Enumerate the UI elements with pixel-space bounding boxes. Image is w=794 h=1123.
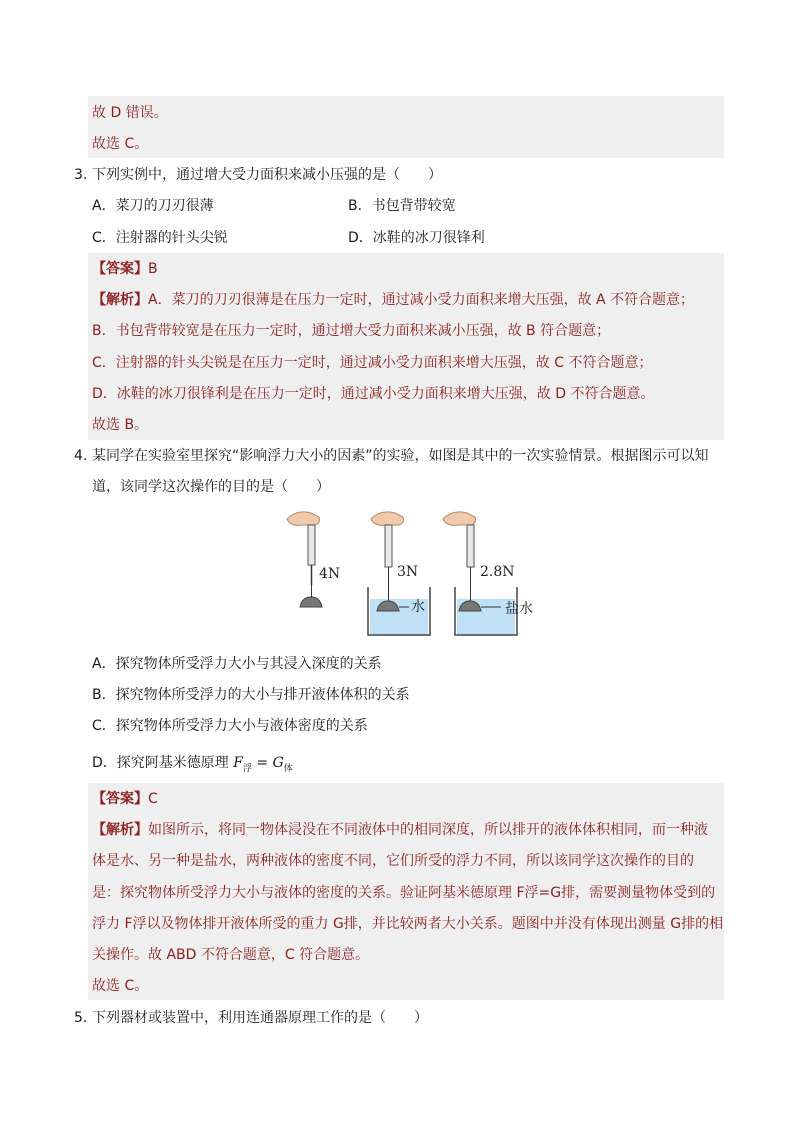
spring-scale-3	[467, 525, 474, 567]
formula-g: G	[272, 755, 284, 771]
hand-3	[443, 512, 476, 526]
q4-analysis-5: 关操作。故 ABD 不符合题意，C 符合题意。	[92, 947, 370, 963]
q3-conclusion: 故选 B。	[92, 417, 149, 433]
formula-f-sub: 浮	[242, 763, 252, 774]
hand-2	[371, 512, 404, 526]
q3-option-d: D．冰鞋的冰刀很锋利	[348, 230, 485, 246]
q3-analysis-1	[92, 291, 694, 309]
q4-option-b: B．探究物体所受浮力的大小与排开液体体积的关系	[92, 687, 410, 703]
question-4-number: 4.	[74, 448, 88, 464]
q3-analysis-3: C．注射器的针头尖锐是在压力一定时，通过减小受力面积来增大压强，故 C 不符合题意；	[92, 355, 653, 371]
formula-eq: =	[256, 755, 269, 771]
question-5-stem: 下列器材或装置中，利用连通器原理工作的是（ ）	[92, 1010, 428, 1026]
q3-analysis-2: B．书包背带较宽是在压力一定时，通过增大受力面积来减小压强，故 B 符合题意；	[92, 323, 611, 339]
q3-answer	[92, 260, 158, 278]
q3-answer-block	[88, 253, 724, 440]
question-5-number: 5.	[74, 1010, 88, 1026]
q2-conclusion: 故选 C。	[92, 136, 149, 152]
experiment-figure	[275, 505, 545, 640]
question-3-stem: 下列实例中，通过增大受力面积来减小压强的是（ ）	[92, 167, 442, 183]
q4-conclusion: 故选 C。	[92, 978, 149, 994]
reading-3: 2.8N	[480, 564, 515, 580]
setup-water	[368, 512, 430, 635]
reading-2: 3N	[397, 564, 419, 580]
question-3-number: 3.	[74, 167, 88, 183]
q4-option-d-text: D．探究阿基米德原理	[92, 755, 229, 771]
label-water: 水	[411, 599, 425, 615]
q4-analysis-1	[92, 821, 708, 839]
q4-answer-value: C	[148, 791, 158, 807]
spring-scale-1	[308, 525, 315, 565]
reading-1: 4N	[319, 566, 341, 582]
question-4-stem-1: 某同学在实验室里探究“影响浮力大小的因素”的实验，如图是其中的一次实验情景。根据图示可以知	[92, 448, 709, 464]
setup-air	[287, 512, 340, 607]
q4-answer-label: 【答案】	[92, 791, 148, 807]
q3-answer-value: B	[148, 261, 158, 277]
formula-f: F	[233, 755, 243, 771]
object-1	[300, 597, 322, 607]
q4-answer	[92, 790, 158, 808]
formula-g-sub: 体	[283, 763, 293, 774]
q3-analysis-text-1: A．菜刀的刀刃很薄是在压力一定时，通过减小受力面积来增大压强，故 A 不符合题意；	[148, 292, 695, 308]
q3-analysis-label: 【解析】	[92, 292, 148, 308]
q4-analysis-4: 浮力 F浮以及物体排开液体所受的重力 G排，并比较两者大小关系。题图中并没有体现出测量 G排的相	[92, 916, 724, 932]
q3-answer-label: 【答案】	[92, 261, 148, 277]
q2-analysis-line: 故 D 错误。	[92, 105, 168, 121]
label-saltwater: 盐水	[505, 601, 533, 617]
q4-analysis-text-1: 如图所示，将同一物体浸没在不同液体中的相同深度，所以排开的液体体积相同，而一种液	[148, 822, 708, 838]
hand-1	[287, 512, 320, 526]
q4-option-d	[92, 754, 293, 778]
q4-analysis-2: 体是水、另一种是盐水，两种液体的密度不同，它们所受的浮力不同，所以该同学这次操作的目的	[92, 853, 694, 869]
q4-option-c: C．探究物体所受浮力大小与液体密度的关系	[92, 718, 368, 734]
q3-option-c: C．注射器的针头尖锐	[92, 230, 228, 246]
question-4-stem-2: 道，该同学这次操作的目的是（ ）	[92, 479, 330, 495]
q4-option-a: A．探究物体所受浮力大小与其浸入深度的关系	[92, 656, 382, 672]
q2-answer-block	[88, 96, 724, 158]
setup-saltwater	[443, 512, 533, 635]
q3-option-a: A．菜刀的刀刃很薄	[92, 198, 214, 214]
q4-analysis-label: 【解析】	[92, 822, 148, 838]
q3-option-b: B．书包背带较宽	[348, 198, 456, 214]
q3-analysis-4: D．冰鞋的冰刀很锋利是在压力一定时，通过减小受力面积来增大压强，故 D 不符合题意。	[92, 386, 655, 402]
q4-analysis-3: 是：探究物体所受浮力大小与液体的密度的关系。验证阿基米德原理 F浮=G排，需要测量物体受到的	[92, 885, 716, 901]
spring-scale-2	[385, 525, 392, 567]
